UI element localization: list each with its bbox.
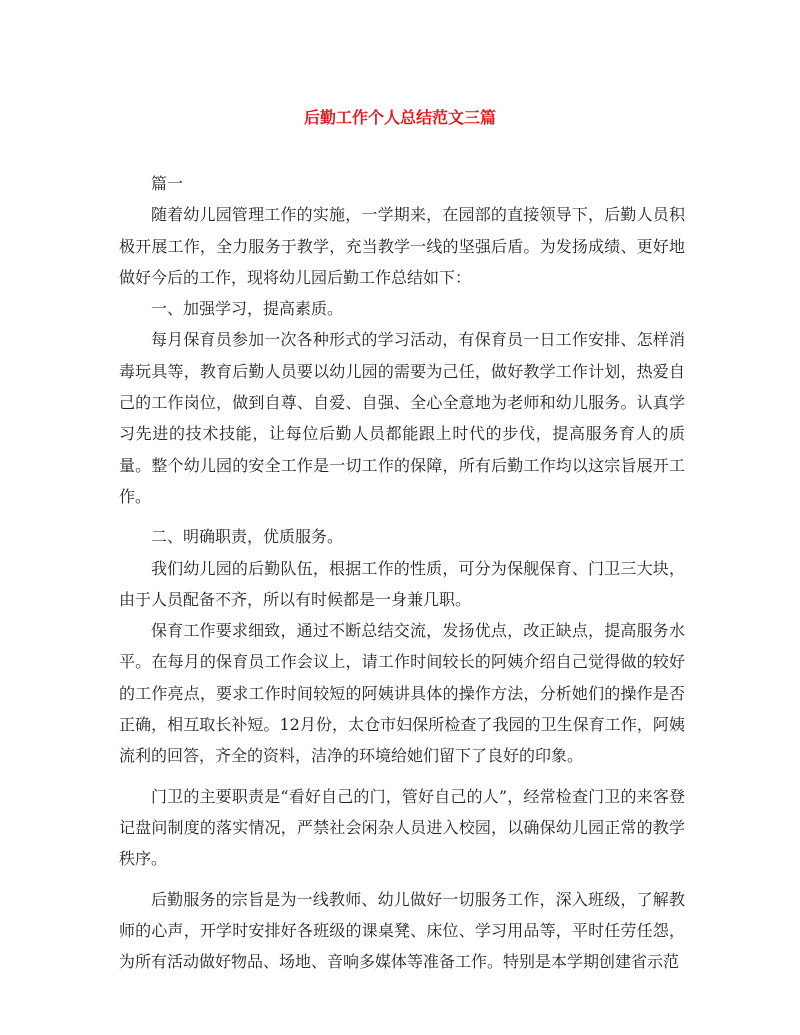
document-title: 后勤工作个人总结范文三篇 [303,108,496,127]
document-body [119,168,685,977]
paragraph: 随着幼儿园管理工作的实施，一学期来，在园部的直接领导下，后勤人员积极开展工作，全力服务于教学，充当教学一线的坚强后盾。为发扬成绩、更好地做好今后的工作，现将幼儿园后勤工作总结如下： [119,205,685,287]
section-label: 篇一 [151,174,184,193]
paragraph: 门卫的主要职责是“看好自己的门，管好自己的人”，经常检查门卫的来客登记盘问制度的落实情况，严禁社会闲杂人员进入校园，以确保幼儿园正常的教学秩序。 [119,786,685,869]
paragraph: 我们幼儿园的后勤队伍，根据工作的性质，可分为保舰保育、门卫三大块，由于人员配备不齐，所以有时候都是一身兼几职。 [119,558,685,609]
section-heading: 二、明确职责，优质服务。 [151,527,344,547]
paragraph: 后勤服务的宗旨是为一线教师、幼儿做好一切服务工作，深入班级，了解教师的心声，开学时安排好各班级的课桌凳、床位、学习用品等，平时任劳任怨，为所有活动做好物品、场地、音响多媒体等准备工作。特别是本学期创建省示范 [119,889,685,972]
paragraph: 保育工作要求细致，通过不断总结交流，发扬优点，改正缺点，提高服务水平。在每月的保育员工作会议上，请工作时间较长的阿姨介绍自己觉得做的较好的工作亮点，要求工作时间较短的阿姨讲具体的操作方法，分析她们的操作是否正确，相互取长补短。12月份，太仓市妇保所检查了我园的卫生保育工作，阿姨流利的回答，齐全的资料，洁净的环境给她们留下了良好的印象。 [119,621,685,766]
paragraph: 每月保育员参加一次各种形式的学习活动，有保育员一日工作安排、怎样消毒玩具等，教育后勤人员要以幼儿园的需要为己任，做好教学工作计划，热爱自己的工作岗位，做到自尊、自爱、自强、全心全意地为老师和幼儿服务。认真学习先进的技术技能，让每位后勤人员都能跟上时代的步伐，提高服务育人的质量。整个幼儿园的安全工作是一切工作的保障，所有后勤工作均以这宗旨展开工作。 [119,330,685,506]
section-heading: 一、加强学习，提高素质。 [151,299,344,319]
